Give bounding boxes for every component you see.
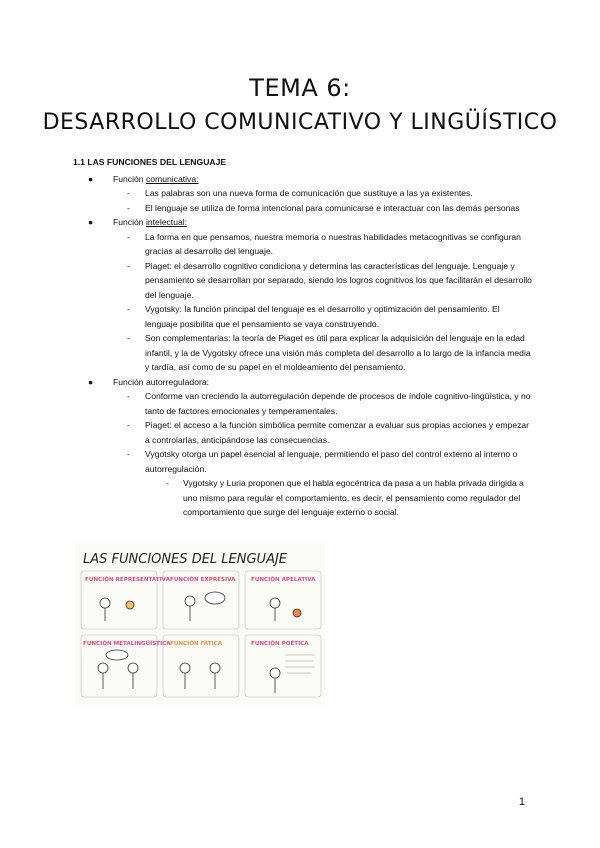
functions-illustration <box>75 543 325 705</box>
page-title-line1: TEMA 6: <box>249 74 351 102</box>
dash-icon: - <box>127 188 130 198</box>
item-prefix: Función autorreguladora: <box>113 376 210 387</box>
item-prefix: Función <box>113 217 146 227</box>
dash-icon: - <box>127 449 130 459</box>
illustration-title: LAS FUNCIONES DEL LENGUAJE <box>83 552 288 567</box>
item-prefix: Función <box>113 173 146 184</box>
bullet-icon: ● <box>88 173 94 184</box>
panel-label-fatica: FUNCIÓN FÁTICA <box>170 641 223 647</box>
list-item <box>73 172 533 187</box>
item-keyword: comunicativa: <box>145 173 199 184</box>
sub-item: - Piaget: el desarrollo cognitivo condiciona y determina las características del lenguaje. Lenguaje y pensamiento se desarrollan por separado, siendo los logros cognitivos los que facilitarán el desarrollo del lenguaje. <box>127 260 532 300</box>
panel-label-poetica: FUNCIÓN POÉTICA <box>251 641 309 647</box>
list-item <box>73 215 533 230</box>
panel-label-representativa: FUNCIÓN REPRESENTATIVA <box>85 577 170 583</box>
dash-icon: - <box>127 260 130 271</box>
panel-label-expresiva: FUNCIÓN EXPRESIVA <box>170 577 236 583</box>
sub-item: - El lenguaje se utiliza de forma intencional para comunicarse e interactuar con las demás personas <box>73 201 533 216</box>
bullet-icon: ● <box>88 217 94 227</box>
sub-item: - Conforme van creciendo la autorregulación depende de procesos de índole cognitivo-lingüística, y no tanto de factores emocionales y temperamentales. <box>127 391 531 416</box>
sub-item: - Son complementarias: la teoría de Piaget es útil para explicar la adquisición del lenguaje en la edad infantil, y la de Vygotsky ofrece una visión más completa del desarrollo a lo largo de la infancia media y tardía, así como de su papel en el moldeamiento del pensamiento. <box>127 333 531 372</box>
panel-label-metalinguistica: FUNCIÓN METALINGÜÍSTICA <box>83 641 171 647</box>
item-keyword: intelectual: <box>145 217 188 227</box>
dash-icon: - <box>127 420 130 430</box>
sub-sub-item: - Vygotsky y Luria proponen que el habla egocéntrica da pasa a un habla privada dirigida a uno mismo para regular el comportamiento, es decir, el pensamiento como regulador del comportamiento que surge del lenguaje externo o social. <box>166 478 524 517</box>
bullet-icon: ● <box>88 376 94 387</box>
page-number: 1 <box>518 796 525 808</box>
sub-item: - Vygotsky: la función principal del lenguaje es el desarrollo y optimización del pensamiento. El lenguaje posibilita que el pensamiento se vaya construyendo. <box>127 304 500 329</box>
sub-item: - La forma en que pensamos, nuestra memoria o nuestras habilidades metacognitivas se configuran gracias al desarrollo del lenguaje. <box>127 231 521 256</box>
dash-icon: - <box>127 333 130 343</box>
document-body <box>73 155 533 520</box>
dash-icon: - <box>127 391 130 401</box>
dash-icon: - <box>127 202 130 213</box>
panel-label-apelativa: FUNCIÓN APELATIVA <box>251 577 316 583</box>
dash-icon: - <box>127 304 130 314</box>
sub-item: - Vygotsky otorga un papel esencial al lenguaje, permitiendo el paso del control externo al interno o autorregulación. <box>127 449 518 474</box>
list-item <box>73 375 533 390</box>
dash-icon: - <box>166 478 169 488</box>
sub-item: - Las palabras son una nueva forma de comunicación que sustituye a las ya existentes. <box>73 186 533 201</box>
dash-icon: - <box>127 231 130 242</box>
sub-item: - Piaget: el acceso a la función simbólica permite comenzar a evaluar sus propias acciones y empezar a controlarlas, anticipándose las consecuencias. <box>127 420 530 445</box>
section-heading: 1.1 LAS FUNCIONES DEL LENGUAJE <box>73 157 227 167</box>
page-title-line2: DESARROLLO COMUNICATIVO Y LINGÜÍSTICO <box>42 110 558 135</box>
